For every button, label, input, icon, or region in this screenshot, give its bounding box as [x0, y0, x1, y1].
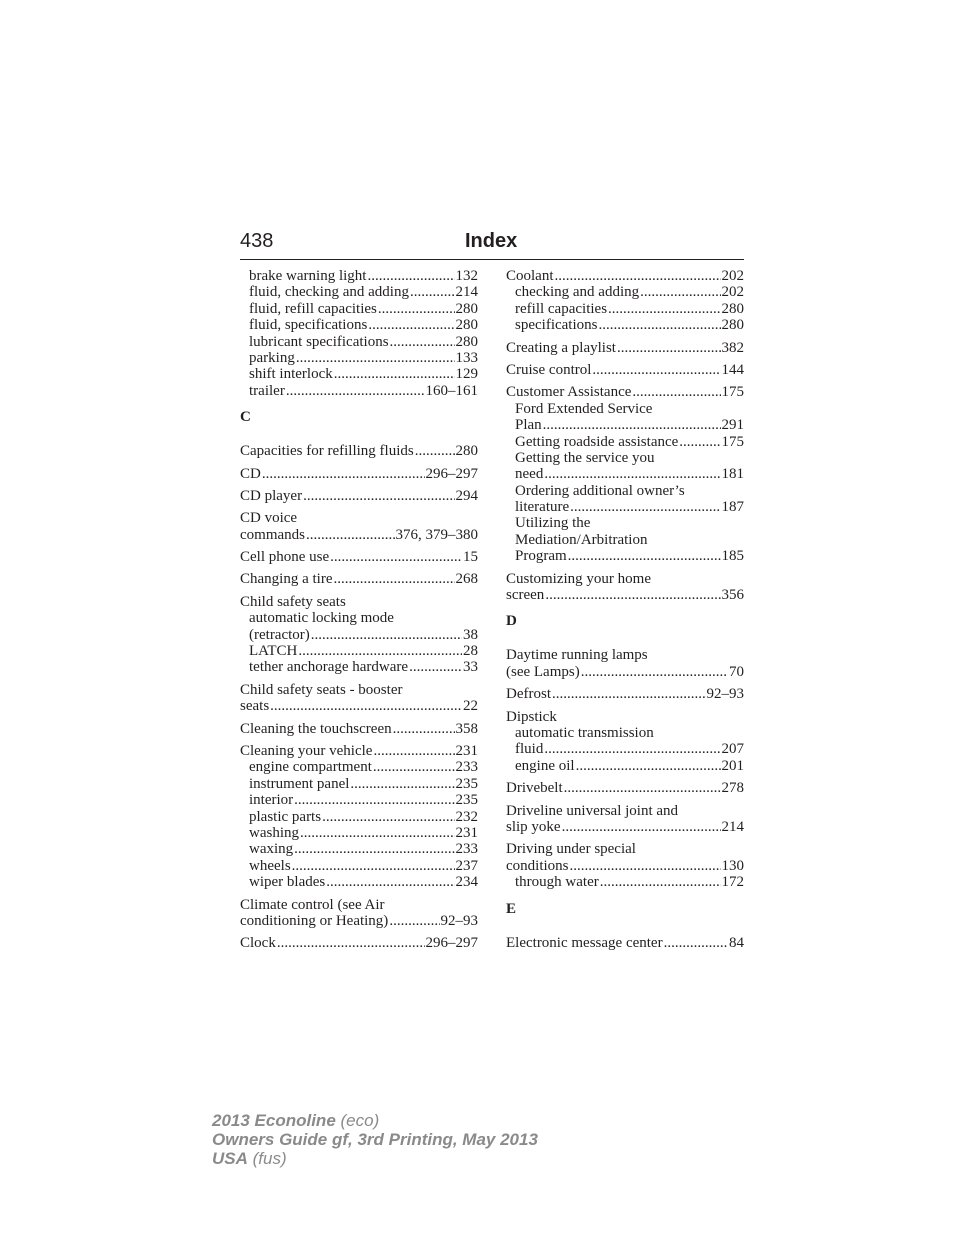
index-subentry-line [506, 499, 744, 515]
page-reference: 84 [729, 934, 744, 951]
page-reference: 175 [721, 433, 744, 450]
entry-text: Climate control (see Air [240, 896, 385, 913]
index-entry [240, 443, 478, 459]
index-entry [240, 301, 478, 317]
index-subentry-line [240, 317, 478, 333]
dot-leader [373, 743, 454, 759]
entry-text: parking [249, 349, 295, 366]
entry-text: conditioning or Heating) [240, 912, 389, 929]
index-subentry-line [240, 874, 478, 890]
entry-text: fluid, refill capacities [249, 300, 377, 317]
entry-text: Customizing your home [506, 570, 651, 587]
page-reference: 280 [455, 300, 478, 317]
index-subentry-line [240, 776, 478, 792]
index-subentry-line [506, 874, 744, 890]
entry-text: Cleaning your vehicle [240, 742, 373, 759]
index-entry [240, 383, 478, 399]
entry-text: trailer [249, 382, 285, 399]
index-entry [240, 334, 478, 350]
page-reference: 233 [455, 759, 478, 776]
page-reference: 207 [721, 741, 744, 758]
dot-leader [296, 350, 455, 366]
dot-leader [545, 587, 720, 603]
index-entry [506, 803, 744, 836]
index-entry-line [506, 647, 744, 663]
index-subentry-line [506, 725, 744, 741]
page-reference: 233 [455, 841, 478, 858]
dot-leader [389, 913, 439, 929]
entry-text: Child safety seats - booster [240, 681, 403, 698]
index-entry-line [506, 686, 744, 702]
dot-leader [378, 301, 455, 317]
entry-text: Ford Extended Service [515, 400, 653, 417]
entry-text: engine oil [515, 757, 575, 774]
index-entry-line [506, 819, 744, 835]
dot-leader [367, 268, 454, 284]
page-reference: 237 [455, 857, 478, 874]
index-subentry-line [506, 434, 744, 450]
entry-text: through water [515, 874, 599, 891]
page-reference: 296–297 [425, 935, 478, 952]
entry-text: lubricant specifications [249, 333, 389, 350]
dot-leader [592, 362, 720, 378]
page-reference: 144 [721, 361, 744, 378]
entry-text: Clock [240, 935, 276, 952]
entry-text: Child safety seats [240, 593, 346, 610]
entry-text: commands [240, 526, 305, 543]
index-entry-line [240, 443, 478, 459]
section-letter-heading: D [506, 613, 517, 630]
dot-leader [552, 686, 706, 702]
index-subentry-line [240, 759, 478, 775]
page-reference: 92–93 [440, 912, 478, 929]
index-entry [506, 384, 744, 564]
index-subentry-line [506, 741, 744, 757]
index-entry [240, 510, 478, 543]
index-entry [240, 682, 478, 715]
index-entry-line [240, 743, 478, 759]
entry-text: Electronic message center [506, 934, 663, 951]
index-subentry-line [240, 792, 478, 808]
index-entry [506, 647, 744, 680]
index-entry-line [240, 721, 478, 737]
index-entry-line [240, 527, 478, 543]
entry-text: plastic parts [249, 808, 322, 825]
index-entry [240, 366, 478, 382]
page-reference: 133 [455, 349, 478, 366]
index-subentry-line [240, 858, 478, 874]
dot-leader [415, 443, 455, 459]
index-entry-line [240, 466, 478, 482]
entry-text: Program [515, 548, 567, 565]
index-entry [240, 284, 478, 300]
page-reference: 280 [455, 443, 478, 460]
index-entry [240, 935, 478, 951]
page-reference: 185 [721, 548, 744, 565]
entry-text: Driveline universal joint and [506, 802, 679, 819]
page-header [240, 229, 744, 260]
entry-text: conditions [506, 857, 569, 874]
dot-leader [544, 466, 720, 482]
entry-text: Driving under special [506, 841, 636, 858]
dot-leader [373, 759, 455, 775]
index-entry-line [240, 935, 478, 951]
index-entry [240, 268, 478, 284]
dot-leader [570, 858, 721, 874]
page-number: 438 [240, 230, 274, 252]
entry-text: Getting roadside assistance [515, 433, 679, 450]
dot-leader [326, 874, 454, 890]
index-entry-line [240, 571, 478, 587]
entry-text: Utilizing the [515, 515, 591, 532]
dot-leader [664, 935, 728, 951]
dot-leader [410, 284, 455, 300]
document-footer [212, 1111, 538, 1168]
index-entry-line [506, 362, 744, 378]
page-reference: 376, 379–380 [395, 526, 478, 543]
entry-text: automatic transmission [515, 724, 654, 741]
index-entry [240, 743, 478, 891]
entry-text: Customer Assistance [506, 384, 632, 401]
dot-leader [617, 340, 721, 356]
index-entry [240, 594, 478, 676]
index-entry [240, 488, 478, 504]
dot-leader [409, 659, 462, 675]
entry-text: brake warning light [249, 268, 367, 284]
entry-text: fluid [515, 741, 544, 758]
section-letter-heading: E [506, 900, 517, 917]
entry-text: Coolant [506, 268, 554, 284]
index-subentry-line [240, 659, 478, 675]
dot-leader [600, 874, 721, 890]
index-entry [506, 841, 744, 890]
page-reference: 33 [463, 659, 478, 676]
index-subentry-line [506, 401, 744, 417]
index-entry [240, 897, 478, 930]
index-entry-line [506, 587, 744, 603]
index-entry-line [240, 594, 478, 610]
entry-text: fluid, specifications [249, 317, 368, 334]
index-subentry-line [506, 301, 744, 317]
entry-text: need [515, 466, 544, 483]
index-subentry-line [240, 301, 478, 317]
page-reference: 214 [455, 284, 478, 301]
dot-leader [350, 776, 454, 792]
entry-text: shift interlock [249, 366, 333, 383]
page-reference: 28 [463, 643, 478, 660]
entry-text: Capacities for refilling fluids [240, 443, 414, 460]
index-entry [506, 686, 744, 702]
index-entry [240, 571, 478, 587]
dot-leader [330, 549, 462, 565]
dot-leader [294, 841, 454, 857]
index-entry-line [240, 510, 478, 526]
index-subentry-line [506, 284, 744, 300]
dot-leader [608, 301, 720, 317]
index-entry-line [240, 897, 478, 913]
dot-leader [368, 317, 454, 333]
page-title: Index [465, 230, 518, 252]
page-reference: 175 [721, 384, 744, 401]
entry-text: LATCH [249, 643, 298, 660]
dot-leader [292, 858, 455, 874]
index-subentry-line [506, 417, 744, 433]
entry-text: Cell phone use [240, 549, 330, 566]
entry-text: Plan [515, 417, 542, 434]
dot-leader [632, 384, 720, 400]
index-subentry-line [506, 548, 744, 564]
index-subentry-line [240, 366, 478, 382]
index-entry-line [506, 841, 744, 857]
index-entry-line [240, 698, 478, 714]
dot-leader [598, 317, 720, 333]
dot-leader [333, 571, 454, 587]
dot-leader [543, 417, 721, 433]
entry-text: CD voice [240, 510, 298, 527]
index-column-right [506, 268, 744, 951]
entry-text: Cruise control [506, 361, 592, 378]
entry-text: instrument panel [249, 775, 350, 792]
index-subentry-line [240, 284, 478, 300]
entry-text: (retractor) [249, 626, 310, 643]
entry-text: literature [515, 499, 570, 516]
index-entry [506, 571, 744, 604]
entry-text: specifications [515, 317, 598, 334]
footer-line-market: USA (fus) [212, 1149, 287, 1168]
page-reference: 268 [455, 571, 478, 588]
page-reference: 214 [721, 818, 744, 835]
entry-text: tether anchorage hardware [249, 659, 409, 676]
index-subentry-line [240, 383, 478, 399]
index-entry [240, 549, 478, 565]
entry-text: interior [249, 792, 294, 809]
index-subentry-line [240, 610, 478, 626]
index-subentry-line [240, 841, 478, 857]
index-entry-line [506, 780, 744, 796]
index-entry-line [506, 384, 744, 400]
entry-text: (see Lamps) [506, 663, 580, 680]
index-entry-line [506, 340, 744, 356]
dot-leader [277, 935, 425, 951]
page-reference: 280 [455, 333, 478, 350]
page-reference: 231 [455, 742, 478, 759]
index-entry-line [506, 709, 744, 725]
page-reference: 202 [721, 268, 744, 284]
index-subentry-line [506, 466, 744, 482]
entry-text: engine compartment [249, 759, 372, 776]
index-subentry-line [240, 350, 478, 366]
page-reference: 291 [721, 417, 744, 434]
index-entry [506, 340, 744, 356]
dot-leader [581, 664, 728, 680]
dot-leader [322, 809, 454, 825]
entry-text: Creating a playlist [506, 339, 616, 356]
entry-text: Changing a tire [240, 571, 333, 588]
entry-text: seats [240, 698, 270, 715]
index-entry [506, 362, 744, 378]
index-subentry-line [506, 515, 744, 531]
index-entry [506, 268, 744, 334]
page-reference: 234 [455, 874, 478, 891]
page-reference: 278 [721, 780, 744, 797]
page-reference: 382 [721, 339, 744, 356]
entry-text: Drivebelt [506, 780, 563, 797]
page-reference: 160–161 [425, 382, 478, 399]
index-entry-line [506, 268, 744, 284]
index-subentry-line [240, 643, 478, 659]
page-reference: 38 [463, 626, 478, 643]
index-entry-line [506, 571, 744, 587]
page-reference: 92–93 [706, 686, 744, 703]
index-subentry-line [240, 825, 478, 841]
footer-line-edition: Owners Guide gf, 3rd Printing, May 2013 [212, 1130, 538, 1149]
dot-leader [562, 819, 721, 835]
entry-text: checking and adding [515, 284, 640, 301]
entry-text: Getting the service you [515, 449, 655, 466]
dot-leader [300, 825, 455, 841]
page-reference: 235 [455, 792, 478, 809]
dot-leader [570, 499, 720, 515]
page-reference: 187 [721, 499, 744, 516]
entry-text: CD [240, 465, 261, 482]
entry-text: Daytime running lamps [506, 647, 648, 664]
index-entry-line [506, 664, 744, 680]
dot-leader [306, 527, 395, 543]
index-entry [506, 935, 744, 951]
entry-text: slip yoke [506, 818, 561, 835]
index-subentry-line [506, 450, 744, 466]
page-reference: 202 [721, 284, 744, 301]
page-reference: 280 [455, 317, 478, 334]
dot-leader [544, 741, 720, 757]
entry-text: CD player [240, 487, 303, 504]
dot-leader [286, 383, 425, 399]
dot-leader [311, 627, 462, 643]
index-subentry-line [506, 483, 744, 499]
entry-text: waxing [249, 841, 294, 858]
page-reference: 130 [721, 857, 744, 874]
entry-text: Cleaning the touchscreen [240, 720, 392, 737]
footer-line-model: 2013 Econoline (eco) [212, 1111, 380, 1130]
page-reference: 15 [463, 549, 478, 566]
dot-leader [576, 758, 721, 774]
index-entry-line [240, 682, 478, 698]
dot-leader [334, 366, 455, 382]
page-reference: 70 [729, 663, 744, 680]
dot-leader [390, 334, 455, 350]
page-reference: 296–297 [425, 465, 478, 482]
index-entry-line [506, 935, 744, 951]
section-letter-heading: C [240, 409, 251, 426]
entry-text: automatic locking mode [249, 610, 394, 627]
page-reference: 22 [463, 698, 478, 715]
page-reference: 235 [455, 775, 478, 792]
dot-leader [393, 721, 455, 737]
dot-leader [640, 284, 720, 300]
index-column-left [240, 268, 478, 952]
index-entry [240, 317, 478, 333]
entry-text: Dipstick [506, 708, 557, 725]
page-reference: 356 [721, 587, 744, 604]
page-reference: 132 [455, 268, 478, 284]
entry-text: wiper blades [249, 874, 326, 891]
dot-leader [298, 643, 462, 659]
index-entry-line [240, 549, 478, 565]
page-reference: 280 [721, 317, 744, 334]
index-entry [506, 780, 744, 796]
entry-text: Mediation/Arbitration [515, 531, 648, 548]
dot-leader [270, 698, 462, 714]
dot-leader [564, 780, 721, 796]
page-reference: 172 [721, 874, 744, 891]
entry-text: wheels [249, 857, 291, 874]
index-entry-line [506, 858, 744, 874]
index-subentry-line [506, 532, 744, 548]
page-reference: 280 [721, 300, 744, 317]
page-reference: 129 [455, 366, 478, 383]
page-reference: 181 [721, 466, 744, 483]
dot-leader [303, 488, 454, 504]
index-entry-line [506, 803, 744, 819]
index-subentry-line [506, 758, 744, 774]
dot-leader [679, 434, 720, 450]
index-entry [506, 709, 744, 775]
index-subentry-line [240, 627, 478, 643]
index-subentry-line [240, 809, 478, 825]
page-reference: 358 [455, 720, 478, 737]
index-entry-line [240, 913, 478, 929]
entry-text: Ordering additional owner’s [515, 482, 685, 499]
entry-text: screen [506, 587, 545, 604]
dot-leader [294, 792, 454, 808]
index-entry [240, 466, 478, 482]
index-entry [240, 350, 478, 366]
page-reference: 294 [455, 487, 478, 504]
entry-text: fluid, checking and adding [249, 284, 409, 301]
index-entry [240, 721, 478, 737]
dot-leader [262, 466, 425, 482]
index-entry-line [240, 488, 478, 504]
dot-leader [568, 548, 721, 564]
page-reference: 201 [721, 757, 744, 774]
entry-text: washing [249, 824, 299, 841]
dot-leader [555, 268, 721, 284]
entry-text: Defrost [506, 686, 551, 703]
page-reference: 232 [455, 808, 478, 825]
page-reference: 231 [455, 824, 478, 841]
index-subentry-line [240, 268, 478, 284]
index-subentry-line [240, 334, 478, 350]
index-subentry-line [506, 317, 744, 333]
entry-text: refill capacities [515, 300, 608, 317]
